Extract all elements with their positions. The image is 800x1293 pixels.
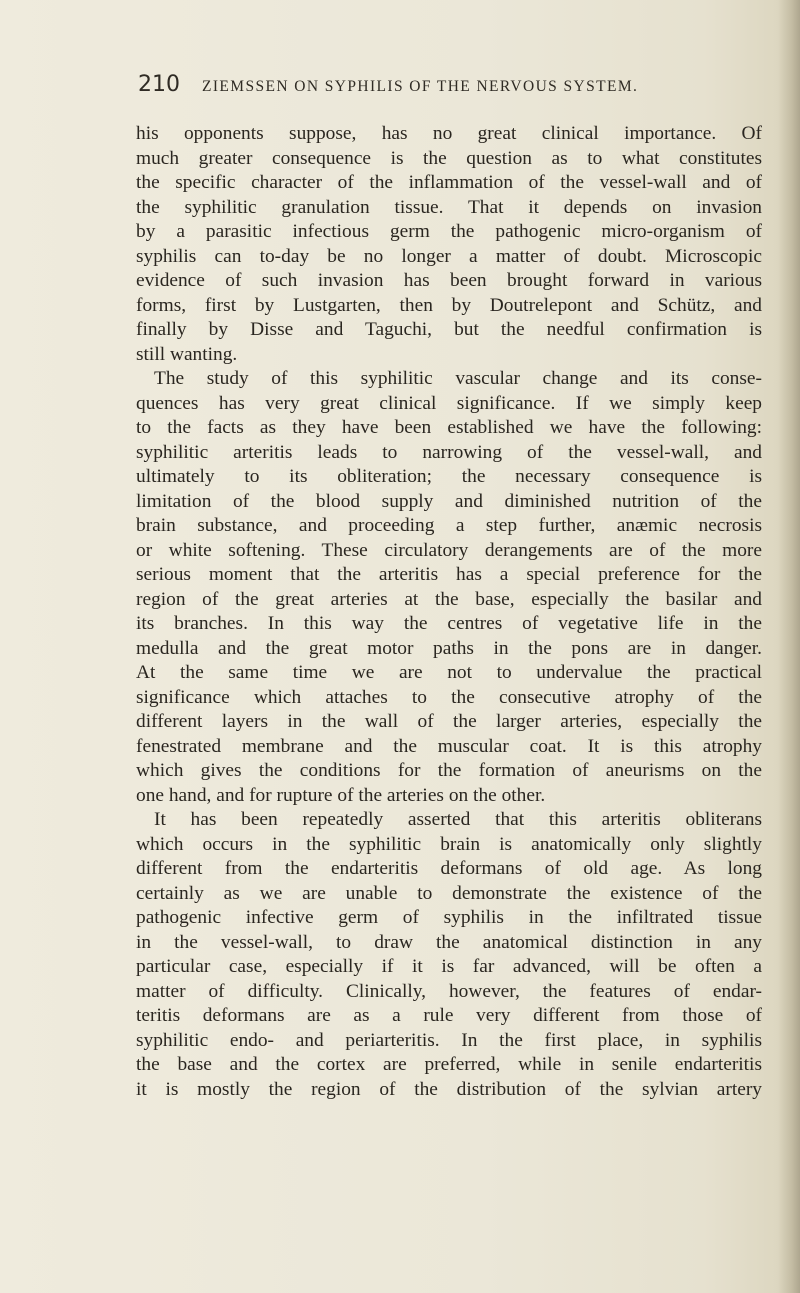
page-header	[138, 72, 758, 106]
text-line: in the vessel-wall, to draw the anatomical distinction in any	[136, 931, 762, 953]
text-line: to the facts as they have been established we have the following:	[136, 417, 762, 438]
text-line: the specific character of the inflammation of the vessel-wall and of	[136, 172, 762, 193]
page-number: 210	[138, 72, 180, 97]
text-line: it is mostly the region of the distribution of the sylvian artery	[136, 1078, 762, 1100]
page-edge-shadow	[778, 0, 800, 1293]
text-line: quences has very great clinical significance. If we simply keep	[136, 392, 762, 414]
text-line: The study of this syphilitic vascular change and its conse-	[154, 368, 762, 389]
text-line: or white softening. These circulatory derangements are of the more	[136, 539, 762, 561]
text-line: evidence of such invasion has been brought forward in various	[136, 270, 762, 291]
text-line: much greater consequence is the question as to what constitutes	[136, 147, 762, 169]
text-line: different from the endarteritis deformans of old age. As long	[136, 858, 762, 879]
text-line: particular case, especially if it is far advanced, will be often a	[136, 956, 762, 977]
text-line: syphilitic endo- and periarteritis. In the first place, in syphilis	[136, 1029, 762, 1051]
text-line: region of the great arteries at the base, especially the basilar and	[136, 588, 762, 610]
text-line: It has been repeatedly asserted that this arteritis obliterans	[154, 809, 762, 830]
text-line: its branches. In this way the centres of vegetative life in the	[136, 613, 762, 634]
text-line: forms, first by Lustgarten, then by Doutrelepont and Schütz, and	[136, 294, 762, 316]
text-line: his opponents suppose, has no great clinical importance. Of	[136, 123, 762, 144]
text-line: fenestrated membrane and the muscular coat. It is this atrophy	[136, 735, 762, 757]
text-line: limitation of the blood supply and diminished nutrition of the	[136, 490, 762, 512]
text-line: different layers in the wall of the larger arteries, especially the	[136, 711, 762, 732]
text-line: pathogenic infective germ of syphilis in the infiltrated tissue	[136, 907, 762, 928]
text-line: the syphilitic granulation tissue. That it depends on invasion	[136, 196, 762, 218]
text-line: one hand, and for rupture of the arteries on the other.	[136, 784, 546, 806]
text-line: At the same time we are not to undervalue the practical	[136, 662, 762, 683]
text-line: matter of difficulty. Clinically, however, the features of endar-	[136, 980, 762, 1002]
text-line: certainly as we are unable to demonstrate the existence of the	[136, 882, 762, 904]
text-line: medulla and the great motor paths in the pons are in danger.	[136, 637, 762, 659]
text-line: still wanting.	[136, 343, 238, 365]
text-line: significance which attaches to the consecutive atrophy of the	[136, 686, 762, 708]
text-line: syphilitic arteritis leads to narrowing of the vessel-wall, and	[136, 441, 762, 463]
text-line: the base and the cortex are preferred, while in senile endarteritis	[136, 1054, 762, 1075]
text-line: syphilis can to-day be no longer a matter of doubt. Microscopic	[136, 245, 762, 267]
running-head: ZIEMSSEN ON SYPHILIS OF THE NERVOUS SYSTEM.	[202, 78, 639, 95]
text-line: which occurs in the syphilitic brain is anatomically only slightly	[136, 833, 762, 855]
text-line: teritis deformans are as a rule very different from those of	[136, 1005, 762, 1026]
text-line: finally by Disse and Taguchi, but the needful confirmation is	[136, 319, 762, 340]
text-line: serious moment that the arteritis has a special preference for the	[136, 564, 762, 585]
body-text	[136, 122, 762, 1102]
text-line: which gives the conditions for the formation of aneurisms on the	[136, 760, 762, 781]
text-line: by a parasitic infectious germ the pathogenic micro-organism of	[136, 221, 762, 242]
text-line: brain substance, and proceeding a step further, anæmic necrosis	[136, 515, 762, 536]
text-line: ultimately to its obliteration; the necessary consequence is	[136, 466, 762, 487]
